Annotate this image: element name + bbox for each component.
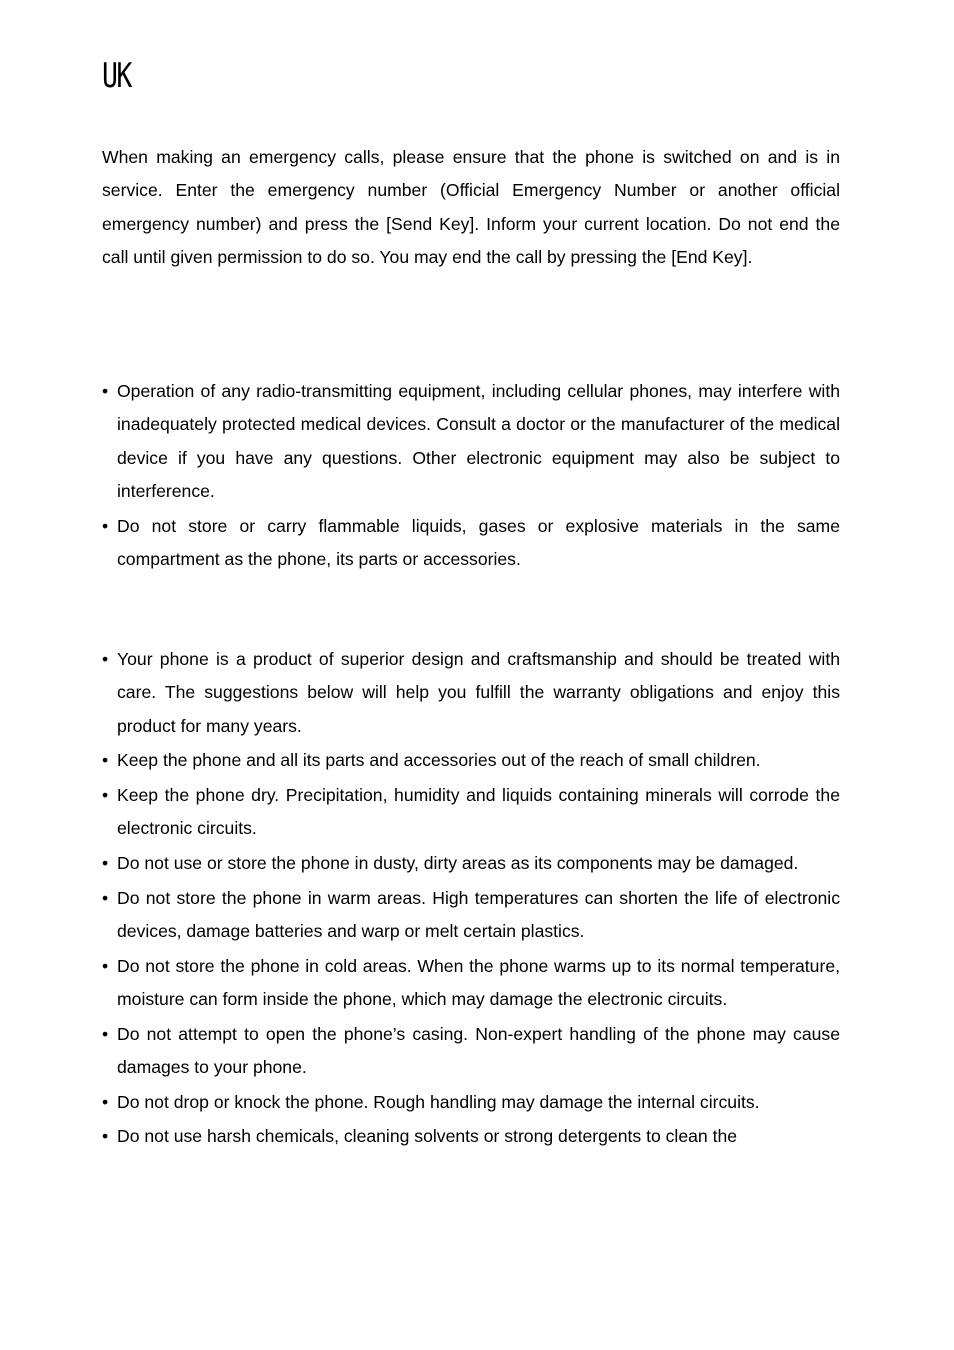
care-list [102, 643, 840, 1155]
list-item-text: Do not use or store the phone in dusty, dirty areas as its components may be damaged. [117, 852, 799, 873]
list-item-text: Do not attempt to open the phone’s casing. Non-expert handling of the phone may cause damages to your phone. [117, 1023, 840, 1077]
list-item [102, 375, 840, 508]
list-item [102, 847, 840, 880]
list-item [102, 1120, 840, 1153]
list-item [102, 510, 840, 577]
bullet-icon: • [102, 955, 109, 976]
bullet-icon: • [102, 887, 109, 908]
list-item [102, 950, 840, 1017]
bullet-icon: • [102, 750, 109, 771]
language-label: UK [102, 56, 131, 96]
list-item [102, 1018, 840, 1085]
list-item [102, 744, 840, 777]
list-item-text: Do not use harsh chemicals, cleaning solvents or strong detergents to clean the [117, 1126, 738, 1147]
safety-list [102, 375, 840, 578]
list-item [102, 779, 840, 846]
list-item-text: Do not store the phone in warm areas. High temperatures can shorten the life of electronic devices, damage batteries and warp or melt certain plastics. [117, 887, 840, 941]
bullet-icon: • [102, 1126, 109, 1147]
list-item-text: Do not store the phone in cold areas. When the phone warms up to its normal temperature, moisture can form inside the phone, which may damage the electronic circuits. [117, 955, 840, 1009]
list-item-text: Your phone is a product of superior design and craftsmanship and should be treated with care. The suggestions below will help you fulfill the warranty obligations and enjoy this product for many years. [117, 649, 840, 736]
bullet-icon: • [102, 784, 109, 805]
emergency-call-paragraph: When making an emergency calls, please ensure that the phone is switched on and is in service. Enter the emergency number (Official Emergency Number or another official emergency number) and press the [Send Key]. Inform your current location. Do not end the call until given permission to do so. You may end the call by pressing the [End Key]. [102, 147, 840, 267]
list-item-text: Do not drop or knock the phone. Rough handling may damage the internal circuits. [117, 1091, 760, 1112]
bullet-icon: • [102, 649, 109, 669]
bullet-icon: • [102, 1023, 109, 1044]
list-item [102, 1086, 840, 1119]
list-item-text: Keep the phone dry. Precipitation, humidity and liquids containing minerals will corrode the electronic circuits. [117, 784, 840, 839]
bullet-icon: • [102, 515, 109, 536]
bullet-icon: • [102, 381, 109, 401]
list-item [102, 643, 840, 743]
bullet-icon: • [102, 852, 109, 873]
list-item-text: Keep the phone and all its parts and accessories out of the reach of small children. [117, 750, 761, 771]
list-item [102, 882, 840, 949]
list-item-text: Operation of any radio-transmitting equipment, including cellular phones, may interfere with inadequately protected medical devices. Consult a doctor or the manufacturer of the medical device if you have any questions. Other electronic equipment may also be subject to interference. [117, 381, 840, 501]
list-item-text: Do not store or carry flammable liquids, gases or explosive materials in the same compartment as the phone, its parts or accessories. [117, 515, 840, 569]
bullet-icon: • [102, 1091, 109, 1112]
